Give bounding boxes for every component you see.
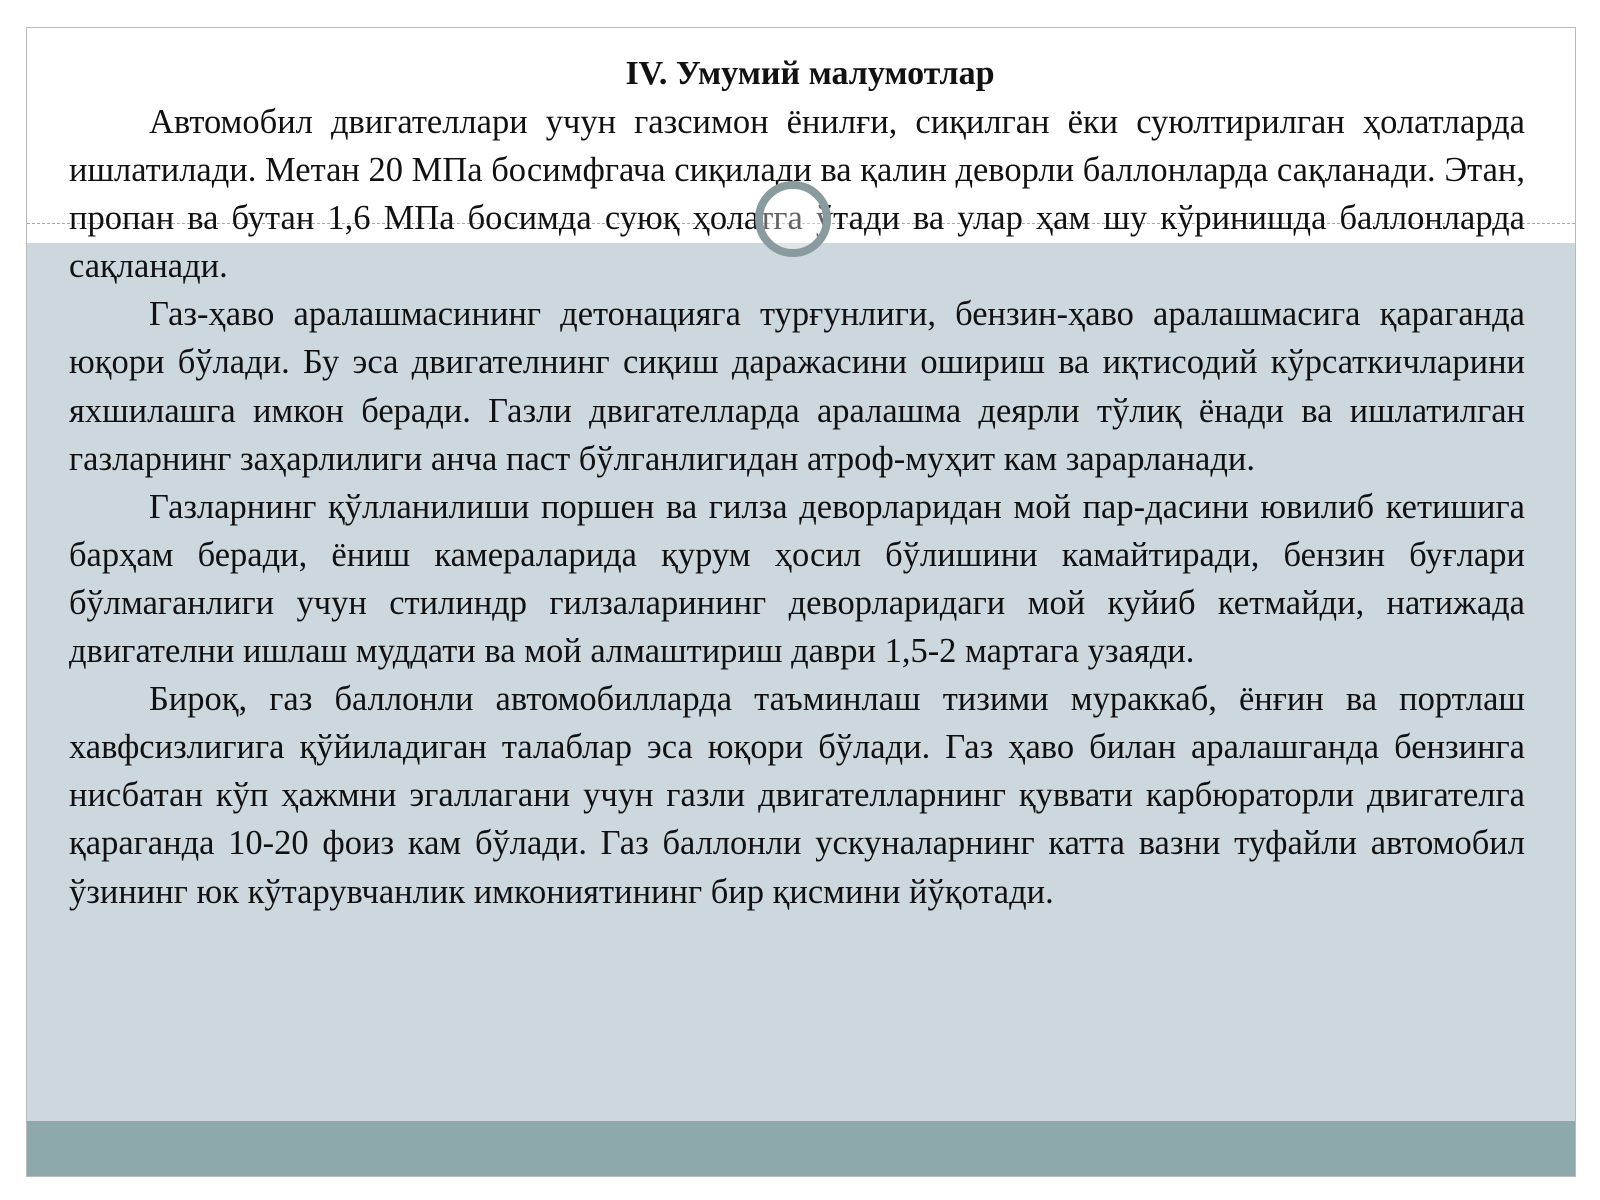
decorative-circle-icon bbox=[755, 181, 831, 257]
slide bbox=[26, 27, 1576, 1177]
paragraph-3: Газларнинг қўлланилиши поршен ва гилза деворларидан мой пар-дасини ювилиб кетишига барҳам беради, ёниш камераларида қурум ҳосил бўлишини камайтиради, бензин буғлари бўлмаганлиги учун стилиндр гилзаларининг деворларидаги мой куйиб кетмайди, натижада двигателни ишлаш муддати ва мой алмаштириш даври 1,5-2 мартага узаяди. bbox=[69, 487, 1525, 671]
slide-footer-band bbox=[27, 1121, 1575, 1176]
paragraph-1: Автомобил двигателлари учун газсимон ёнилғи, сиқилган ёки суюлтирилган ҳолатларда ишлатилади. Метан 20 МПа босимфгача сиқилади ва қалин деворли баллонларда сақланади. Этан, пропан ва бутан 1,6 МПа босимда суюқ ҳолатга ўтади ва улар ҳам шу кўринишда баллонларда сақланади. bbox=[69, 103, 1525, 286]
paragraph-2: Газ-ҳаво аралашмасининг детонацияга турғунлиги, бензин-ҳаво аралашмасига қараганда юқори бўлади. Бу эса двигателнинг сиқиш даражасини ошириш ва иқтисодий кўрсаткичларини яхшилашга имкон беради. Газли двигателларда аралашма деярли тўлиқ ёнади ва ишлатилган газларнинг заҳарлилиги анча паст бўлганлигидан атроф-муҳит кам зарарланади. bbox=[69, 295, 1525, 478]
paragraph-4: Бироқ, газ баллонли автомобилларда таъминлаш тизими мураккаб, ёнғин ва портлаш хавфсизлигига қўйиладиган талаблар эса юқори бўлади. Газ ҳаво билан аралашганда бензинга нисбатан кўп ҳажмни эгаллагани учун газли двигателларнинг қуввати карбюраторли двигателга қараганда 10-20 фоиз кам бўлади. Газ баллонли ускуналарнинг катта вазни туфайли автомобил ўзининг юк кўтарувчанлик имкониятининг бир қисмини йўқотади. bbox=[69, 680, 1525, 911]
slide-content bbox=[69, 50, 1525, 916]
slide-title: IV. Умумий малумотлар bbox=[625, 55, 995, 92]
